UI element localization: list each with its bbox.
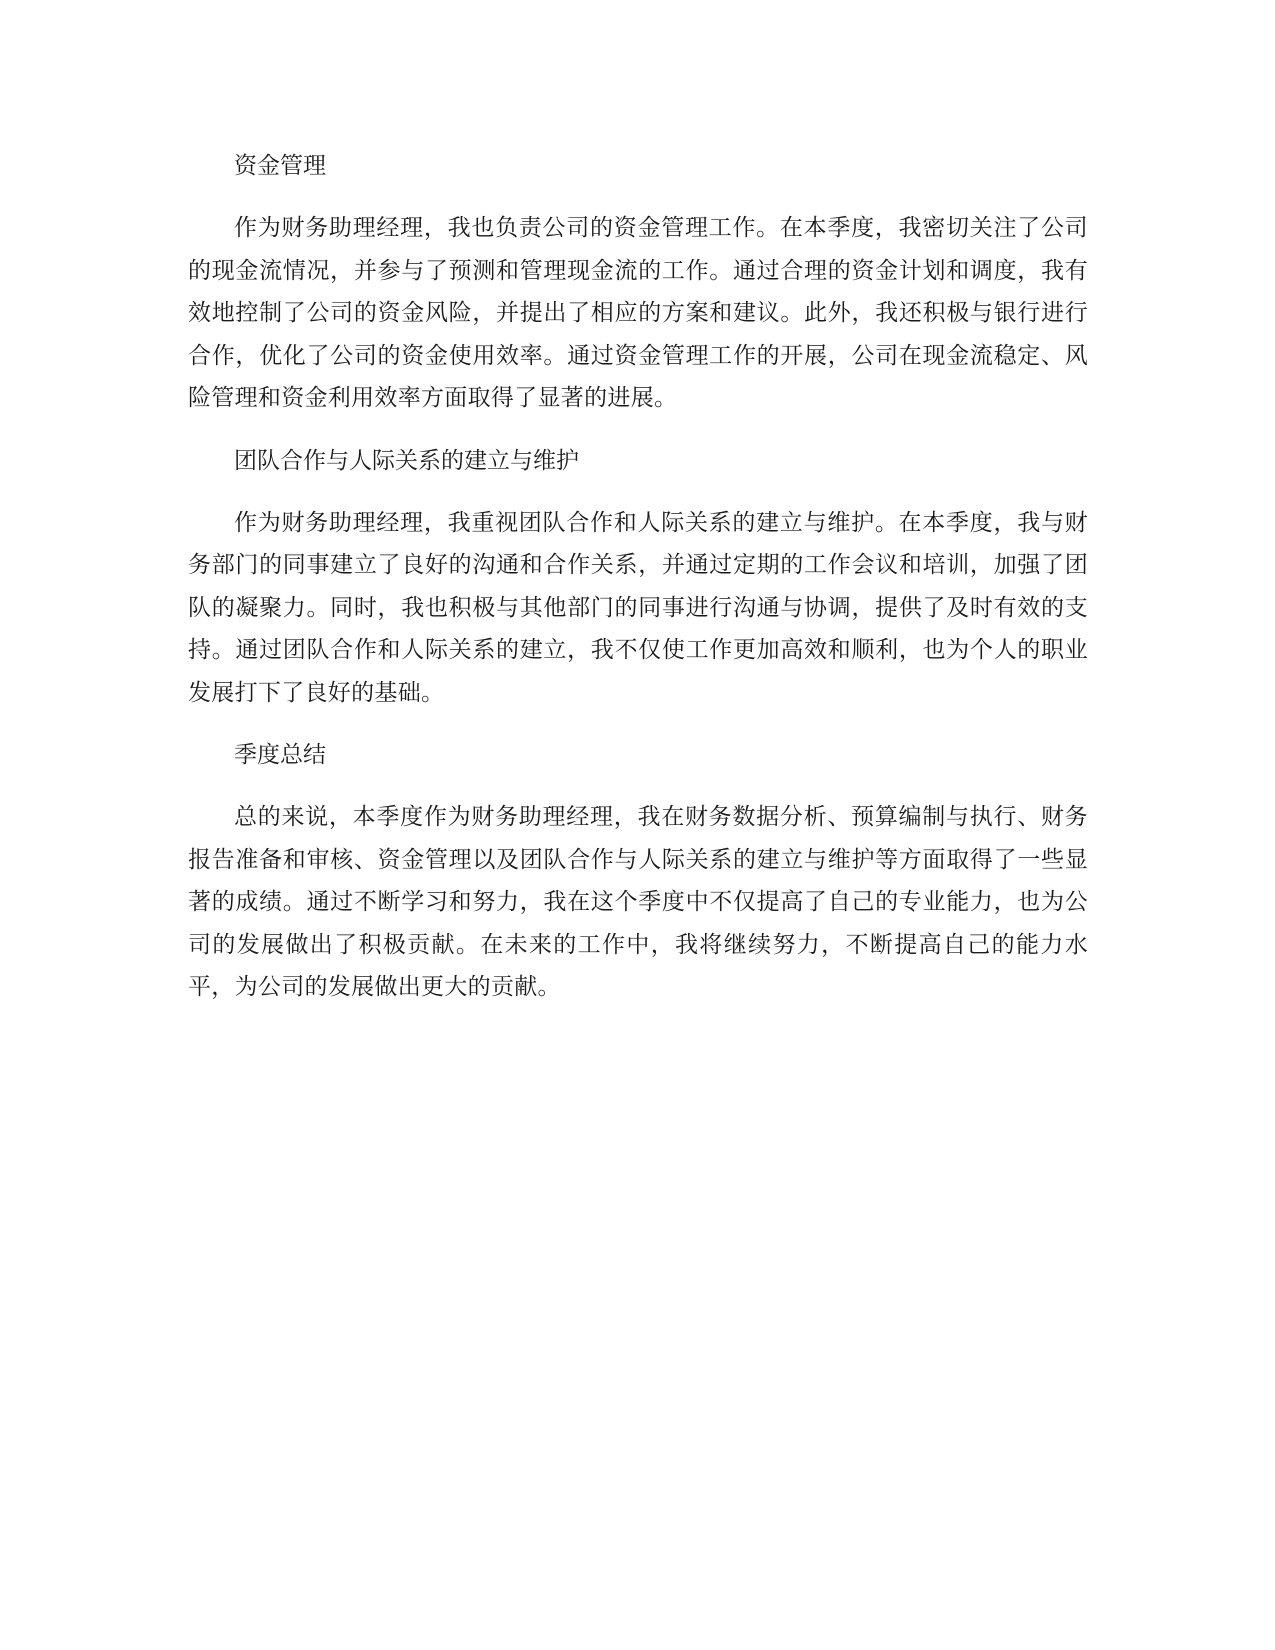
section-heading-teamwork: 团队合作与人际关系的建立与维护 xyxy=(234,447,579,474)
section-body-quarter-summary: 总的来说，本季度作为财务助理经理，我在财务数据分析、预算编制与执行、财务报告准备和审核、资金管理以及团队合作与人际关系的建立与维护等方面取得了一些显著的成绩。通过不断学习和努力，我在这个季度中不仅提高了自己的专业能力，也为公司的发展做出了积极贡献。在未来的工作中，我将继续努力，不断提高自己的能力水平，为公司的发展做出更大的贡献。 xyxy=(188,804,1088,1000)
section-heading-fund-management: 资金管理 xyxy=(234,153,326,179)
document-content xyxy=(188,145,1088,1029)
section-heading-quarter-summary: 季度总结 xyxy=(234,742,326,768)
section-body-teamwork: 作为财务助理经理，我重视团队合作和人际关系的建立与维护。在本季度，我与财务部门的同事建立了良好的沟通和合作关系，并通过定期的工作会议和培训，加强了团队的凝聚力。同时，我也积极与其他部门的同事进行沟通与协调，提供了及时有效的支持。通过团队合作和人际关系的建立，我不仅使工作更加高效和顺利，也为个人的职业发展打下了良好的基础。 xyxy=(188,509,1088,706)
section-body-fund-management: 作为财务助理经理，我也负责公司的资金管理工作。在本季度，我密切关注了公司的现金流情况，并参与了预测和管理现金流的工作。通过合理的资金计划和调度，我有效地控制了公司的资金风险，并提出了相应的方案和建议。此外，我还积极与银行进行合作，优化了公司的资金使用效率。通过资金管理工作的开展，公司在现金流稳定、风险管理和资金利用效率方面取得了显著的进展。 xyxy=(188,215,1088,411)
